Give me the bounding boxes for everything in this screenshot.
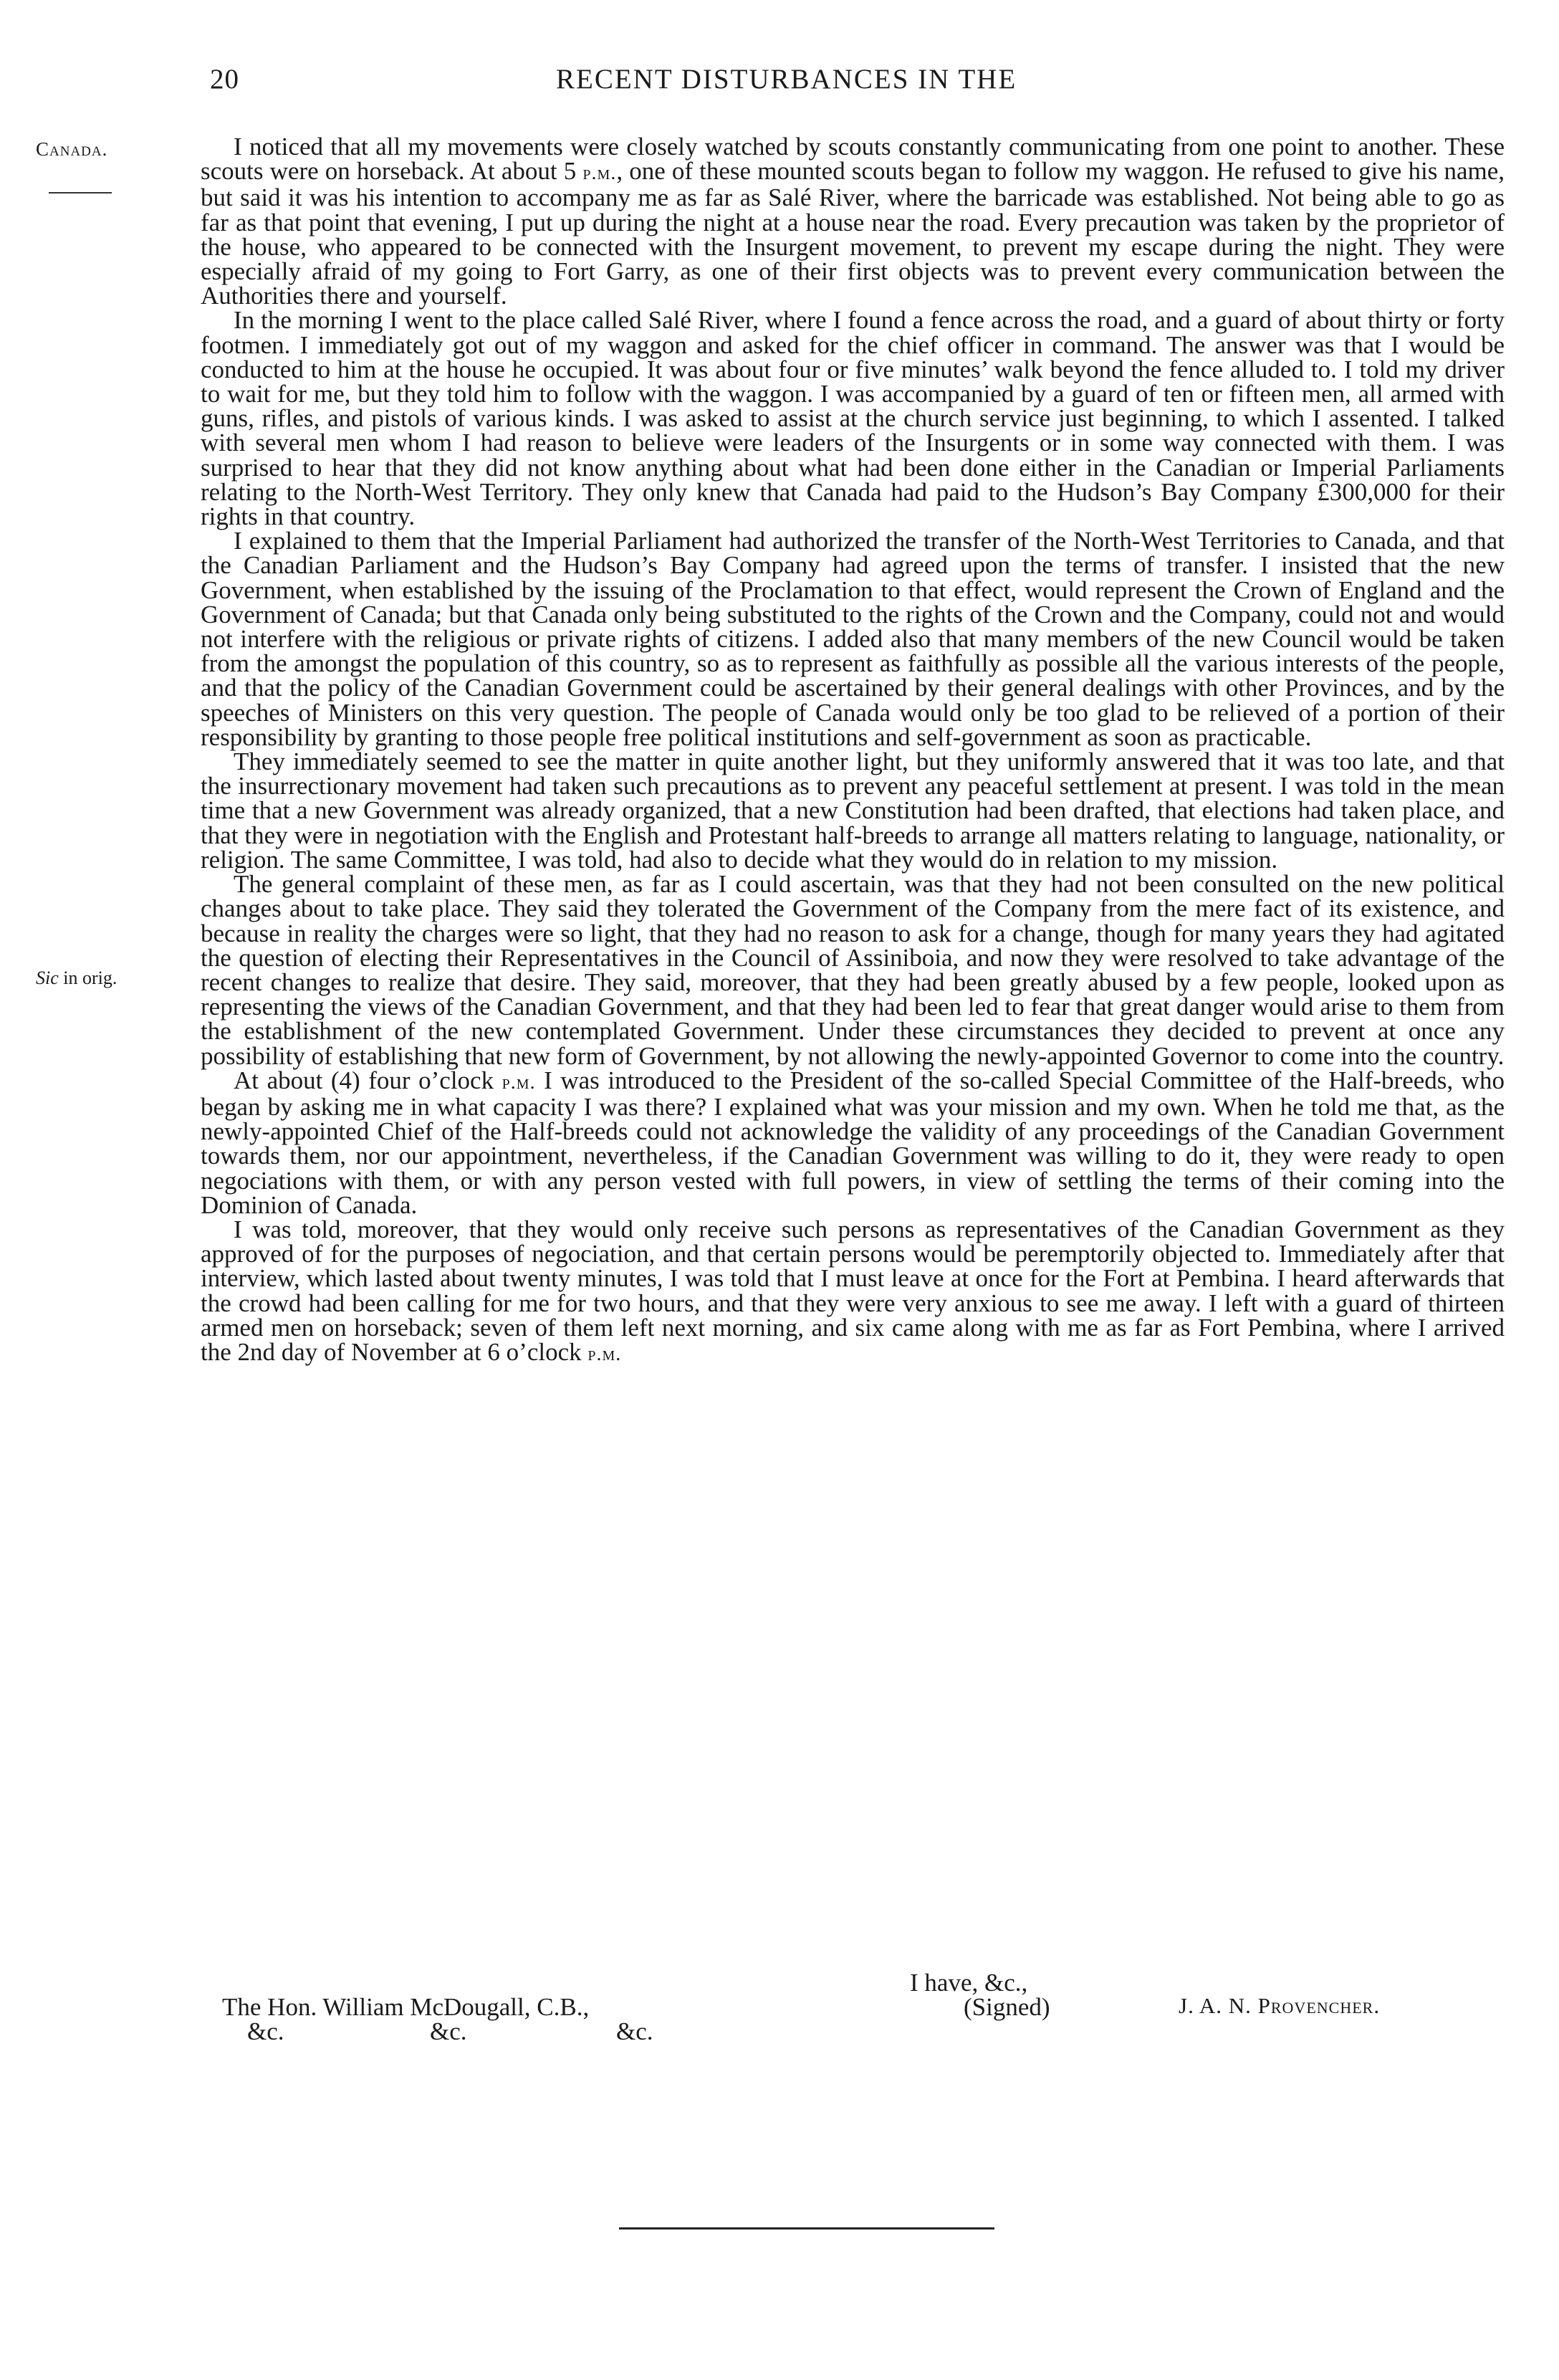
time-abbreviation: p.m.	[582, 162, 617, 185]
page-number: 20	[210, 64, 239, 95]
paragraph	[201, 1066, 1505, 1219]
complimentary-close: I have, &c.,	[910, 1969, 1028, 1997]
paragraph	[201, 529, 1505, 750]
signed-label: (Signed)	[964, 1993, 1050, 2021]
paragraph-text: They immediately seemed to see the matter in quite another light, but they uniformly answered that it was too late, and that the insurrectionary movement had taken such precautions as to prevent any peaceful settlement at present. I was told in the mean time that a new Government was already organized, that a new Constitution had been drafted, that elections had taken place, and that they were in negotiation with the English and Protestant half-breeds to arrange all matters relating to language, nationality, or religion. The same Committee, I was told, had also to decide what they would do in relation to my mission.	[201, 747, 1505, 874]
paragraph	[201, 872, 1505, 1069]
paragraph-text: I noticed that all my movements were closely watched by scouts constantly communicating from one point to another. These scouts were on horseback. At about 5	[201, 133, 1505, 186]
paragraph	[201, 135, 1505, 308]
paragraph-text: The general complaint of these men, as far as I could ascertain, was that they had not been consulted on the new political changes about to take place. They said they tolerated the Government of the Company from the mere fact of its existence, and because in reality the charges were so light, that they had no reason to ask for a change, though for many years they had agitated the question of electing their Representatives in the Council of Assiniboia, and now they were resolved to take advantage of the recent changes to realize that desire. They said, moreover, that they had been greatly abused by a few people, looked upon as representing the views of the Canadian Government, and that they had been led to fear that great danger would arise to them from the establishment of the new contemplated Government. Under these circumstances they decided to prevent at once any possibility of establishing that new form of Government, by not allowing the newly-appointed Governor to come into the country.	[201, 870, 1505, 1070]
paragraph-text: I was told, moreover, that they would only receive such persons as representatives of the Canadian Government as they approved of for the purposes of negociation, and that certain persons would be peremptorily objected to. Immediately after that interview, which lasted about twenty minutes, I was told that I must leave at once for the Fort at Pembina. I heard afterwards that the crowd had been calling for me for two hours, and that they were very anxious to see me away. I left with a guard of thirteen armed men on horseback; seven of them left next morning, and six came along with me as far as Fort Pembina, where I arrived the 2nd day of November at 6 o’clock	[201, 1215, 1505, 1366]
addressee: The Hon. William McDougall, C.B.,	[222, 1993, 590, 2021]
paragraph-text: I was introduced to the President of the so-called Special Committee of the Half-breeds, who began by asking me in what capacity I was there? I explained what was your mission and my own. When he told me that, as the newly-appointed Chief of the Half-breeds could not acknowledge the validity of any proceedings of the Canadian Government towards them, nor our appointment, nevertheless, if the Canadian Government was willing to do it, they were ready to open negociations with them, or with any person vested with full powers, in view of settling the terms of their coming into the Dominion of Canada.	[201, 1066, 1505, 1219]
time-abbreviation: p.m.	[587, 1342, 622, 1365]
letter-body	[201, 135, 1505, 1367]
etc-2: &c.	[430, 2017, 467, 2045]
etc-3: &c.	[616, 2017, 653, 2045]
paragraph-text: , one of these mounted scouts began to follow my waggon. He refused to give his name, but said it was his intention to accompany me as far as Salé River, where the barricade was established. Not being able to go as far as that point that evening, I put up during the night at a house near the road. Every precaution was taken by the proprietor of the house, who appeared to be connected with the Insurgent movement, to prevent my escape during the night. They were especially afraid of my going to Fort Garry, as one of their first objects was to prevent every communication between the Authorities there and yourself.	[201, 157, 1505, 310]
sic-word: Sic	[36, 967, 59, 988]
paragraph	[201, 1215, 1505, 1367]
margin-sic-note	[36, 967, 117, 989]
paragraph	[201, 747, 1505, 874]
paragraph-text: I explained to them that the Imperial Parliament had authorized the transfer of the North-West Territories to Canada, and that the Canadian Parliament and the Hudson’s Bay Company had agreed upon the terms of transfer. I insisted that the new Government, when established by the issuing of the Proclamation to that effect, would represent the Crown of England and the Government of Canada; but that Canada only being substituted to the rights of the Crown and the Company, could not and would not interfere with the religious or private rights of citizens. I added also that many members of the new Council would be taken from the amongst the population of this country, so as to represent as faithfully as possible all the various interests of the people, and that the policy of the Canadian Government could be ascertained by their general dealings with other Provinces, and by the speeches of Ministers on this very question. The people of Canada would only be too glad to be relieved of a portion of their responsibility by granting to those people free political institutions and self-government as soon as practicable.	[201, 527, 1505, 751]
etc-1: &c.	[247, 2017, 284, 2045]
time-abbreviation: p.m.	[502, 1071, 536, 1094]
signatory-name: J. A. N. Provencher.	[1179, 1993, 1381, 2018]
margin-section-label: Canada.	[36, 138, 108, 160]
margin-divider	[49, 192, 112, 193]
running-title: RECENT DISTURBANCES IN THE	[556, 64, 1017, 95]
paragraph	[201, 308, 1505, 529]
end-rule	[619, 2227, 994, 2230]
paragraph-text: At about (4) four o’clock	[234, 1066, 502, 1094]
paragraph-text: In the morning I went to the place called Salé River, where I found a fence across the road, and a guard of about thirty or forty footmen. I immediately got out of my waggon and asked for the chief officer in command. The answer was that I would be conducted to him at the house he occupied. It was about four or five minutes’ walk beyond the fence alluded to. I told my driver to wait for me, but they told him to follow with the waggon. I was accompanied by a guard of ten or fifteen men, all armed with guns, rifles, and pistols of various kinds. I was asked to assist at the church service just beginning, to which I assented. I talked with several men whom I had reason to believe were leaders of the Insurgents or in some way connected with them. I was surprised to hear that they did not know anything about what had been done either in the Canadian or Imperial Parliaments relating to the North-West Territory. They only knew that Canada had paid to the Hudson’s Bay Company £300,000 for their rights in that country.	[201, 306, 1505, 531]
etc-row	[0, 2017, 1559, 2046]
sic-suffix: in orig.	[58, 967, 117, 988]
